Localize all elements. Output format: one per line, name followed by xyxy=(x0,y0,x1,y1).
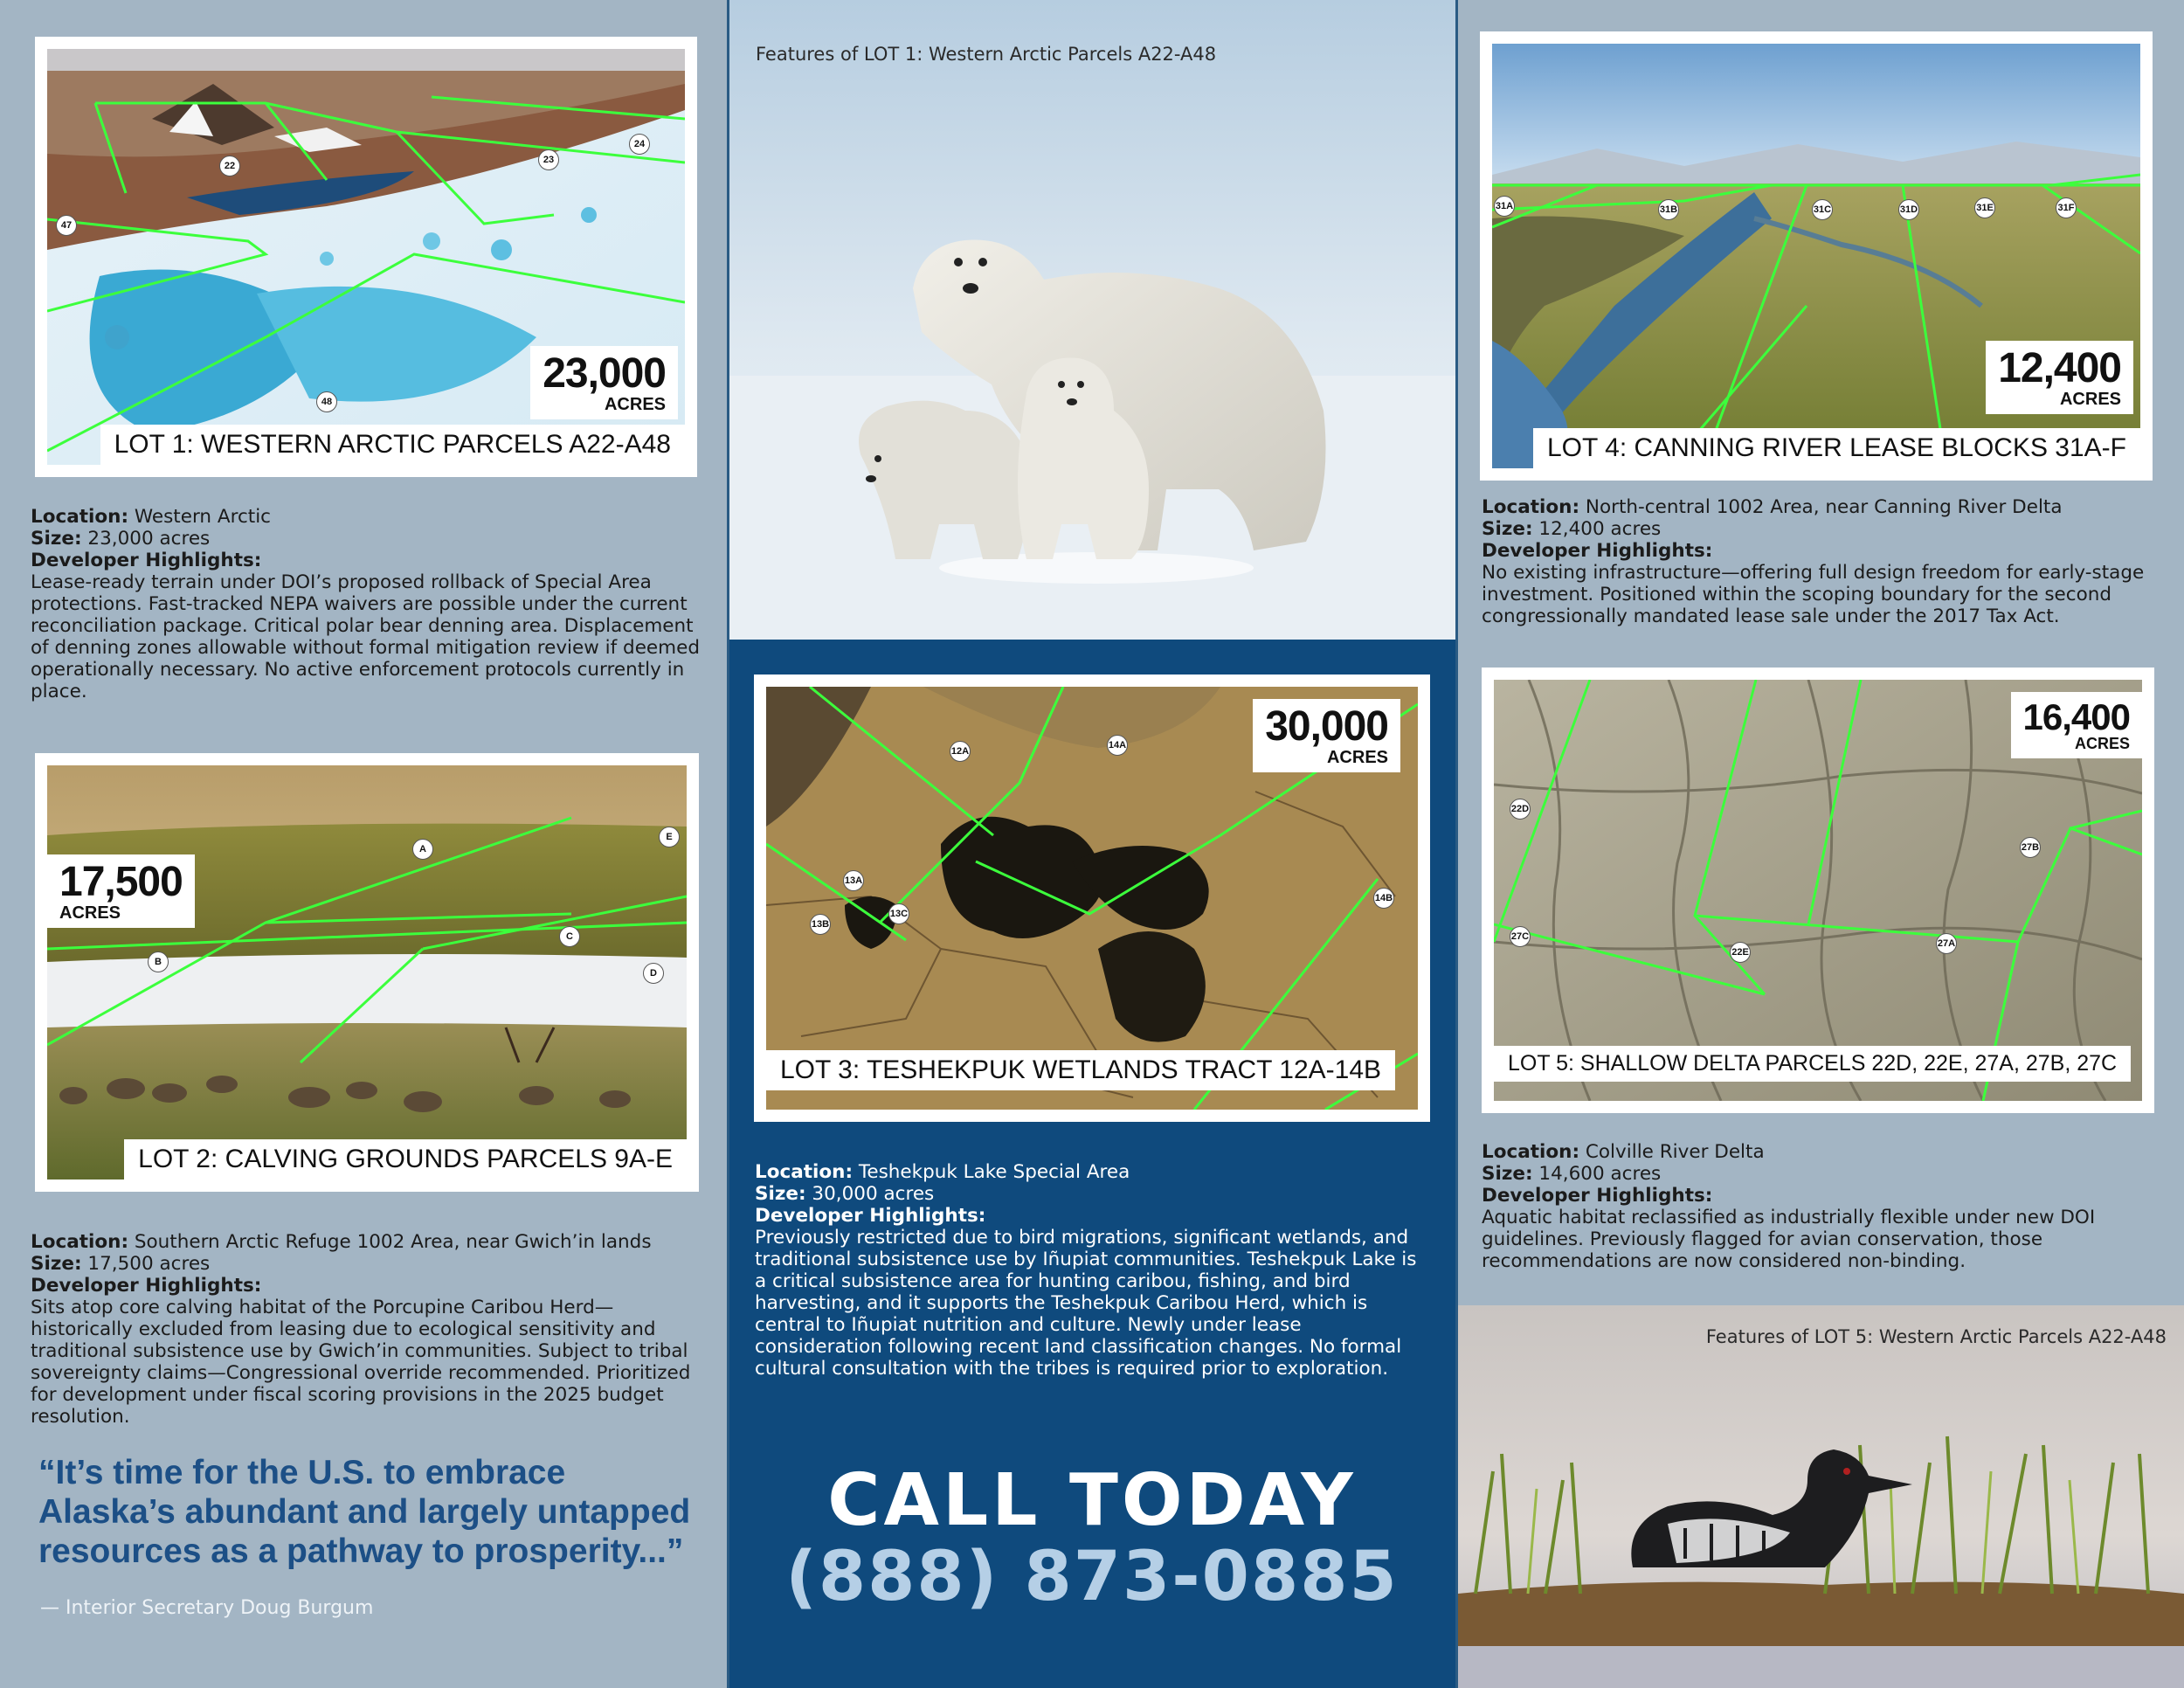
lot5-details xyxy=(1482,1141,2154,1272)
parcel-marker: 31E xyxy=(1974,197,1995,218)
loon-illustration xyxy=(1458,1305,2184,1688)
parcel-marker: 27B xyxy=(2020,837,2041,858)
lot5-delta-photo xyxy=(1494,680,2142,1101)
size-value: 23,000 acres xyxy=(81,528,211,550)
parcel-marker: 12A xyxy=(950,741,971,762)
size-label: Size: xyxy=(31,1253,82,1275)
highlights-label: Developer Highlights: xyxy=(1482,540,1713,562)
parcel-marker: 31F xyxy=(2056,197,2077,218)
lot3-photo-card xyxy=(754,675,1430,1122)
highlights-text: Sits atop core calving habitat of the Porcupine Caribou Herd—historically excluded from leasing due to ecological sensitivity and traditional subsistence use by Gwich’in communities. Subject to tribal sovereignty claims—Congressional override recommended. Prioritized for development under fiscal scoring provisions in the 2025 budget resolution. xyxy=(31,1297,691,1428)
lot2-title: LOT 2: CALVING GROUNDS PARCELS 9A-E xyxy=(124,1139,687,1180)
lot2-terrain-illustration xyxy=(47,765,687,1180)
parcel-marker: 27C xyxy=(1510,926,1531,947)
parcel-marker: 48 xyxy=(316,391,337,412)
lot1-photo-card xyxy=(35,37,697,477)
acres-unit: ACRES xyxy=(2074,735,2130,752)
parcel-marker: 14A xyxy=(1107,735,1128,756)
parcel-marker: D xyxy=(643,963,664,984)
location-value: Colville River Delta xyxy=(1579,1141,1765,1163)
lot1-acres-badge xyxy=(530,346,678,419)
acres-unit: ACRES xyxy=(59,903,121,923)
parcel-marker: 24 xyxy=(629,134,650,155)
pull-quote: “It’s time for the U.S. to embrace Alaska’s abundant and largely untapped resources as a pathway to prosperity...” xyxy=(38,1454,691,1570)
size-label: Size: xyxy=(1482,518,1533,540)
lot1-aerial-photo xyxy=(47,49,685,465)
lot5-acres-badge xyxy=(2011,692,2142,758)
highlights-text: No existing infrastructure—offering full design freedom for early-stage investment. Positioned within the scoping boundary for the second congressionally mandated lease sale under the 2017 Tax Act. xyxy=(1482,562,2145,627)
phone-number[interactable]: (888) 873-0885 xyxy=(785,1538,1399,1616)
size-label: Size: xyxy=(1482,1163,1533,1185)
quote-attribution: — Interior Secretary Doug Burgum xyxy=(40,1597,374,1619)
lot5-photo-card xyxy=(1482,668,2154,1113)
lot2-photo-card xyxy=(35,753,699,1192)
parcel-marker: 22E xyxy=(1730,942,1751,963)
location-label: Location: xyxy=(31,1231,129,1253)
location-label: Location: xyxy=(1482,496,1580,518)
lot4-river-photo xyxy=(1492,44,2140,468)
parcel-marker: 13A xyxy=(843,870,864,891)
highlights-text: Previously restricted due to bird migrations, significant wetlands, and traditional subsistence use by Iñupiat communities. Teshekpuk Lake is a critical subsistence area for hunting caribou, fishing, and bird harvesting, and it supports the Teshekpuk Caribou Herd, which is central to Iñupiat nutrition and culture. Newly under lease consideration following recent land classification changes. No formal cultural consultation with the tribes is required prior to exploration. xyxy=(755,1227,1417,1380)
acres-number: 30,000 xyxy=(1265,703,1388,750)
acres-number: 23,000 xyxy=(543,350,666,397)
size-value: 30,000 acres xyxy=(805,1183,935,1205)
highlights-label: Developer Highlights: xyxy=(31,550,262,571)
size-value: 12,400 acres xyxy=(1532,518,1662,540)
parcel-marker: 31B xyxy=(1658,199,1679,220)
polar-bear-illustration xyxy=(729,0,1455,640)
parcel-marker: 22D xyxy=(1510,799,1531,820)
lot3-title: LOT 3: TESHEKPUK WETLANDS TRACT 12A-14B xyxy=(766,1050,1395,1090)
feature5-caption: Features of LOT 5: Western Arctic Parcels A22-A48 xyxy=(1705,1326,2167,1347)
lot4-details xyxy=(1482,496,2154,627)
parcel-marker: 22 xyxy=(219,156,240,176)
location-value: Western Arctic xyxy=(128,506,272,528)
lot2-caribou-photo xyxy=(47,765,687,1180)
lot2-details xyxy=(31,1231,703,1428)
location-label: Location: xyxy=(755,1161,854,1183)
location-value: Teshekpuk Lake Special Area xyxy=(853,1161,1130,1183)
parcel-marker: 31C xyxy=(1812,199,1833,220)
lot4-acres-badge xyxy=(1986,341,2133,414)
lot1-title: LOT 1: WESTERN ARCTIC PARCELS A22-A48 xyxy=(100,425,685,465)
parcel-marker: 31A xyxy=(1494,196,1515,217)
call-to-action-title: CALL TODAY xyxy=(827,1459,1357,1542)
parcel-marker: 27A xyxy=(1936,933,1957,954)
highlights-label: Developer Highlights: xyxy=(1482,1185,1713,1207)
highlights-label: Developer Highlights: xyxy=(755,1205,986,1227)
size-label: Size: xyxy=(755,1183,806,1205)
parcel-marker: 13C xyxy=(888,903,909,924)
parcel-marker: 13B xyxy=(810,914,831,935)
lot4-photo-card xyxy=(1480,31,2153,481)
parcel-marker: A xyxy=(412,839,433,860)
acres-unit: ACRES xyxy=(604,395,666,414)
lot2-acres-badge xyxy=(47,854,195,928)
feature5-photo xyxy=(1458,1305,2184,1688)
parcel-marker: 14B xyxy=(1373,888,1394,909)
lot1-details xyxy=(31,506,703,702)
acres-unit: ACRES xyxy=(1326,748,1388,767)
highlights-text: Lease-ready terrain under DOI’s proposed rollback of Special Area protections. Fast-tracked NEPA waivers are possible under the current reconciliation package. Critical polar bear denning area. Displacement of denning zones allowable without formal mitigation review if deemed operationally necessary. No active enforcement protocols currently in place. xyxy=(31,571,700,702)
parcel-marker: 47 xyxy=(56,215,77,236)
location-value: Southern Arctic Refuge 1002 Area, near Gwich’in lands xyxy=(128,1231,652,1253)
location-label: Location: xyxy=(31,506,129,528)
highlights-text: Aquatic habitat reclassified as industrially flexible under new DOI guidelines. Previously flagged for avian conservation, those recommendations are now considered non-binding. xyxy=(1482,1207,2096,1272)
acres-number: 17,500 xyxy=(59,859,183,905)
parcel-marker: C xyxy=(559,926,580,947)
parcel-marker: 31D xyxy=(1898,199,1919,220)
lot3-wetlands-photo xyxy=(766,687,1418,1110)
feature1-photo xyxy=(729,0,1455,640)
parcel-marker: 23 xyxy=(538,149,559,170)
lot4-title: LOT 4: CANNING RIVER LEASE BLOCKS 31A-F xyxy=(1533,428,2140,468)
acres-number: 12,400 xyxy=(1998,345,2121,391)
parcel-marker: E xyxy=(659,827,680,847)
location-label: Location: xyxy=(1482,1141,1580,1163)
lot3-acres-badge xyxy=(1253,699,1400,772)
lot5-title: LOT 5: SHALLOW DELTA PARCELS 22D, 22E, 27A, 27B, 27C xyxy=(1494,1046,2131,1082)
lot3-details xyxy=(755,1161,1427,1380)
feature1-caption: Features of LOT 1: Western Arctic Parcels A22-A48 xyxy=(756,44,1217,65)
size-value: 17,500 acres xyxy=(81,1253,211,1275)
acres-unit: ACRES xyxy=(2059,390,2121,409)
size-label: Size: xyxy=(31,528,82,550)
acres-number: 16,400 xyxy=(2022,696,2130,737)
parcel-marker: B xyxy=(148,951,169,972)
highlights-label: Developer Highlights: xyxy=(31,1275,262,1297)
size-value: 14,600 acres xyxy=(1532,1163,1662,1185)
location-value: North-central 1002 Area, near Canning River Delta xyxy=(1579,496,2063,518)
